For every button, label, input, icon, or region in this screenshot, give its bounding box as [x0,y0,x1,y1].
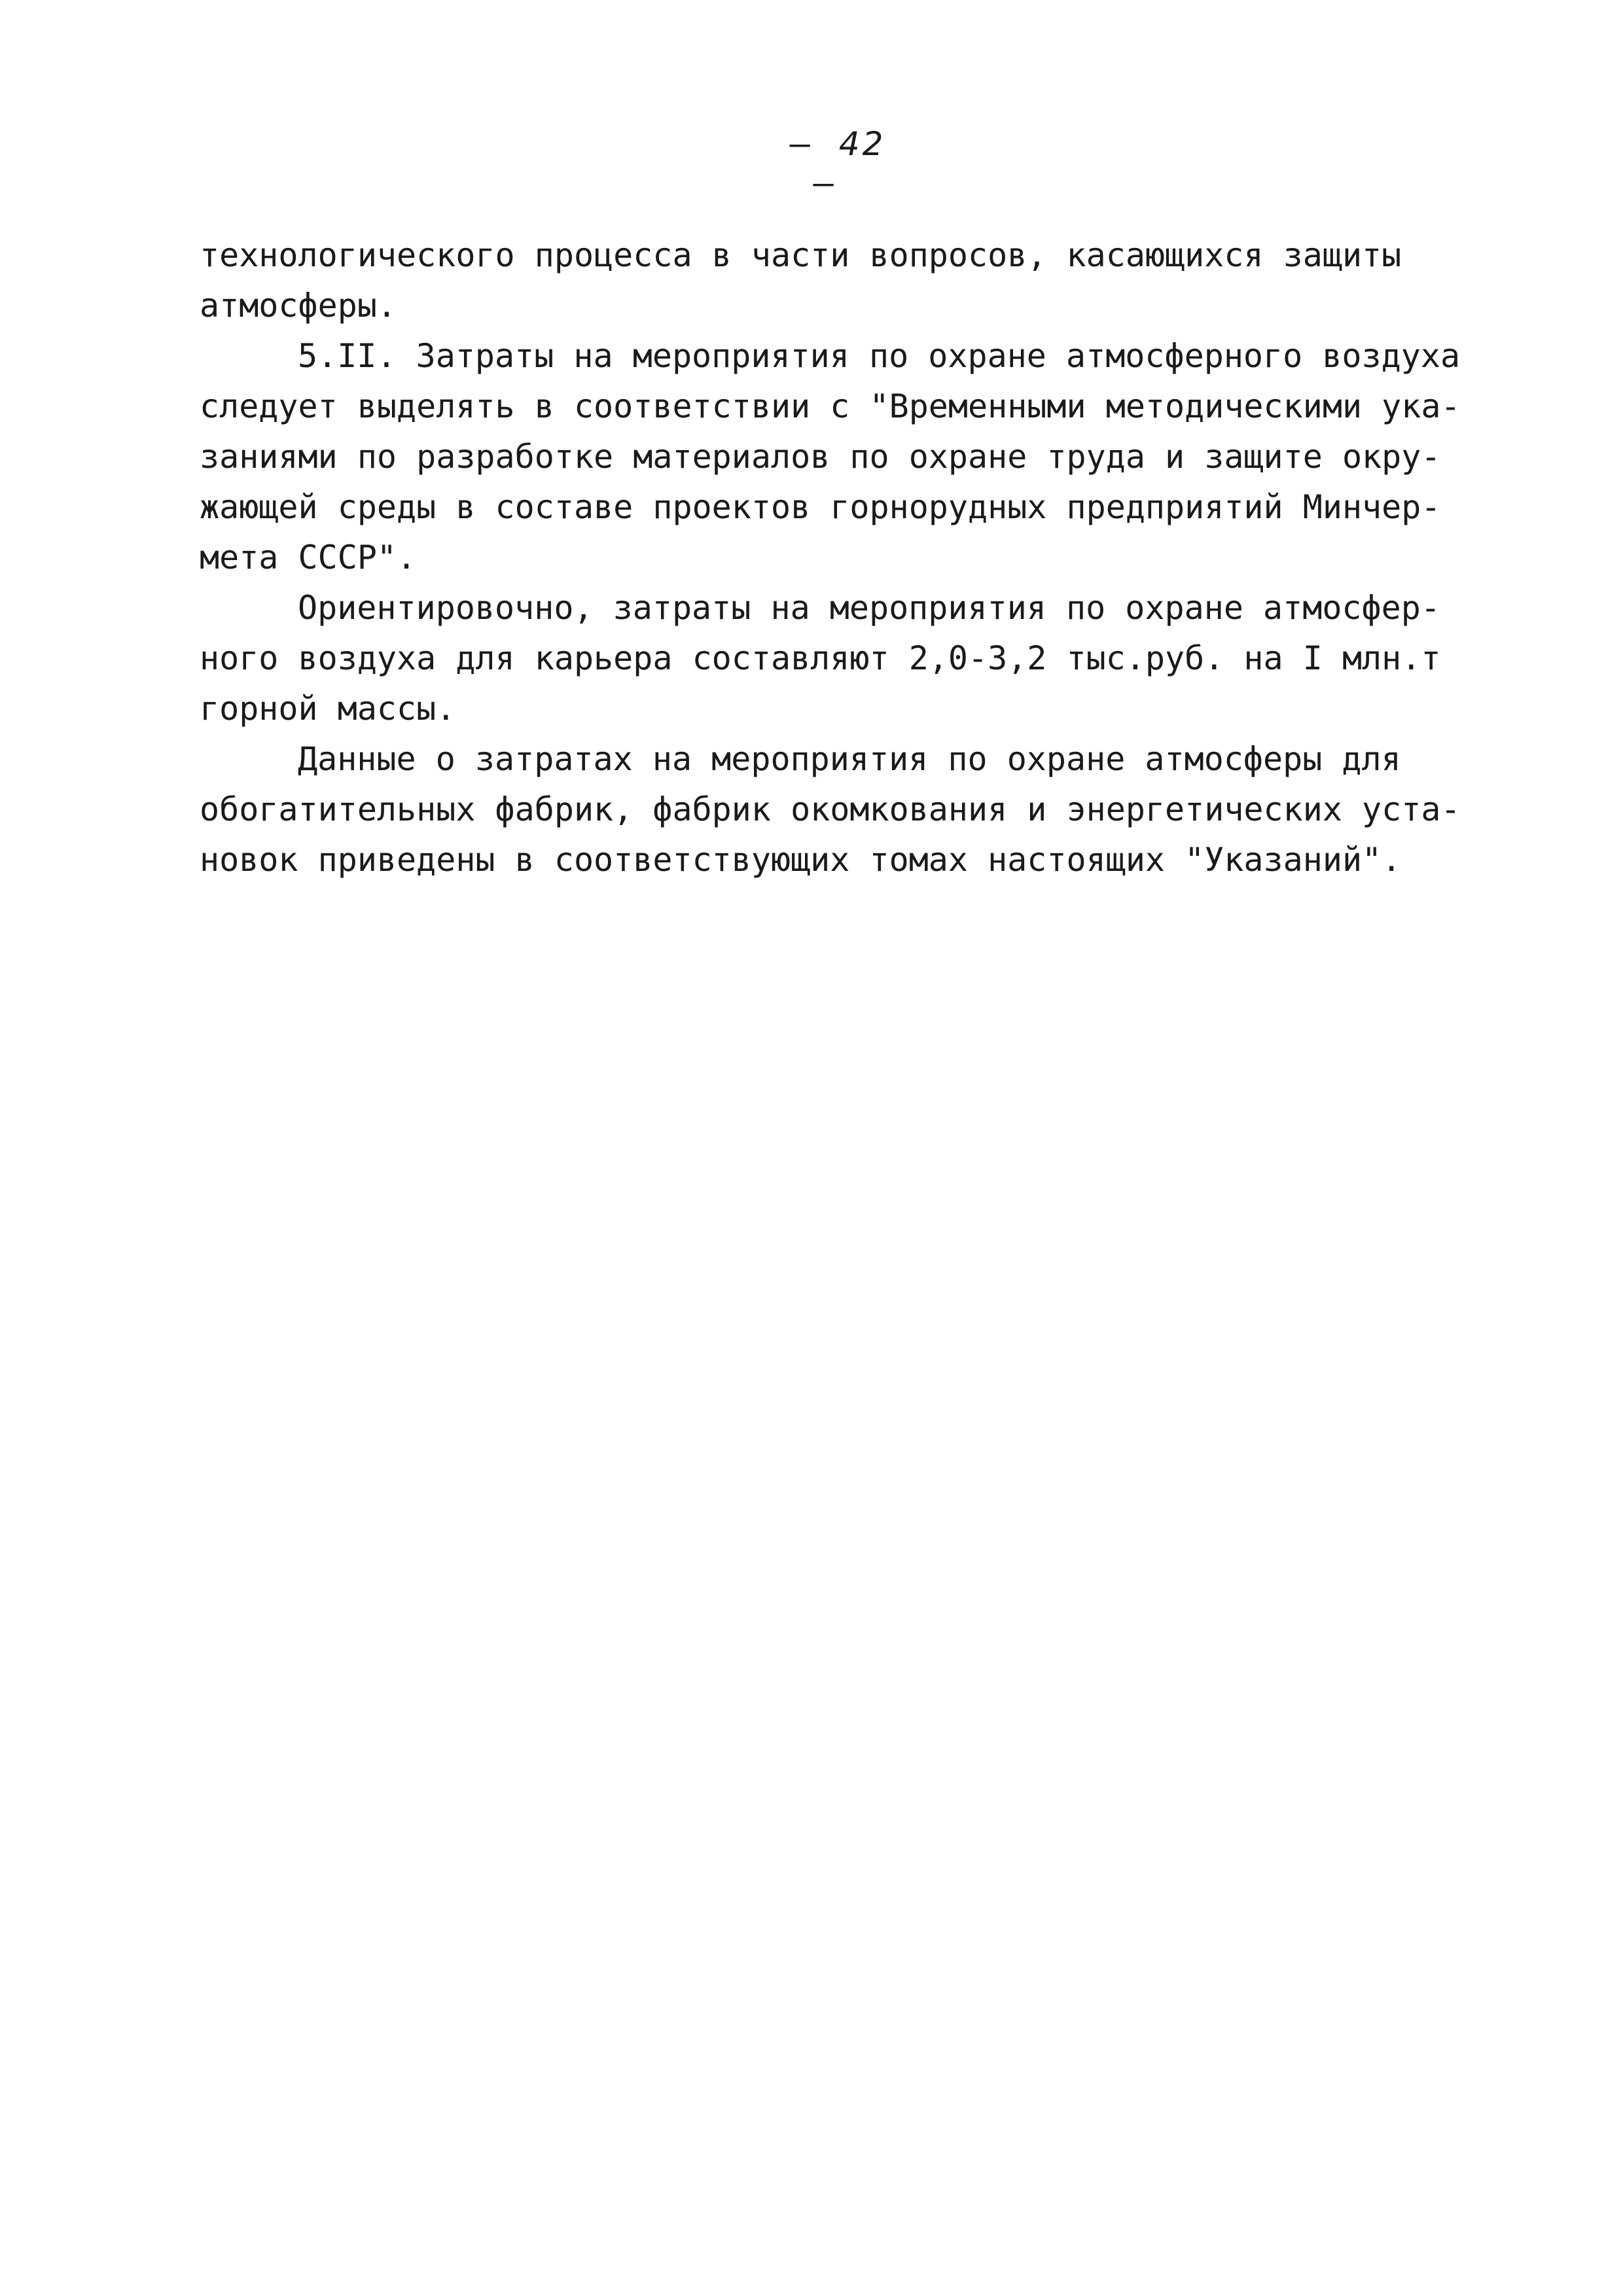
text-line: обогатительных фабрик, фабрик окомкования и энергетических уста- [200,790,1461,828]
page-number [726,124,923,203]
body-text [200,230,1476,885]
text-line: заниями по разработке материалов по охране труда и защите окру- [200,438,1441,476]
paragraph-start-line: Ориентировочно, затраты на мероприятия по охране атмосфер- [298,589,1440,627]
text-line: мета СССР". [200,539,417,576]
text-line: новок приведены в соответствующих томах настоящих "Указаний". [200,841,1402,879]
page-number-dash-left: – [789,124,813,164]
page-number-dash-right: – [813,164,836,203]
text-line: жающей среды в составе проектов горнорудных предприятий Минчер- [200,488,1441,526]
text-line: горной массы. [200,690,456,728]
page-number-digits: 42 [838,125,886,163]
paragraph-start-line: Данные о затратах на мероприятия по охране атмосферы для [298,740,1401,778]
paragraph-start-line: 5.II. Затраты на мероприятия по охране атмосферного воздуха [298,337,1461,375]
text-line: атмосферы. [200,287,397,325]
text-line: следует выделять в соответствии с "Временными методическими ука- [200,387,1461,425]
text-line: ного воздуха для карьера составляют 2,0-3,2 тыс.руб. на I млн.т [200,639,1441,677]
text-line: технологического процесса в части вопросов, касающихся защиты [200,236,1402,274]
